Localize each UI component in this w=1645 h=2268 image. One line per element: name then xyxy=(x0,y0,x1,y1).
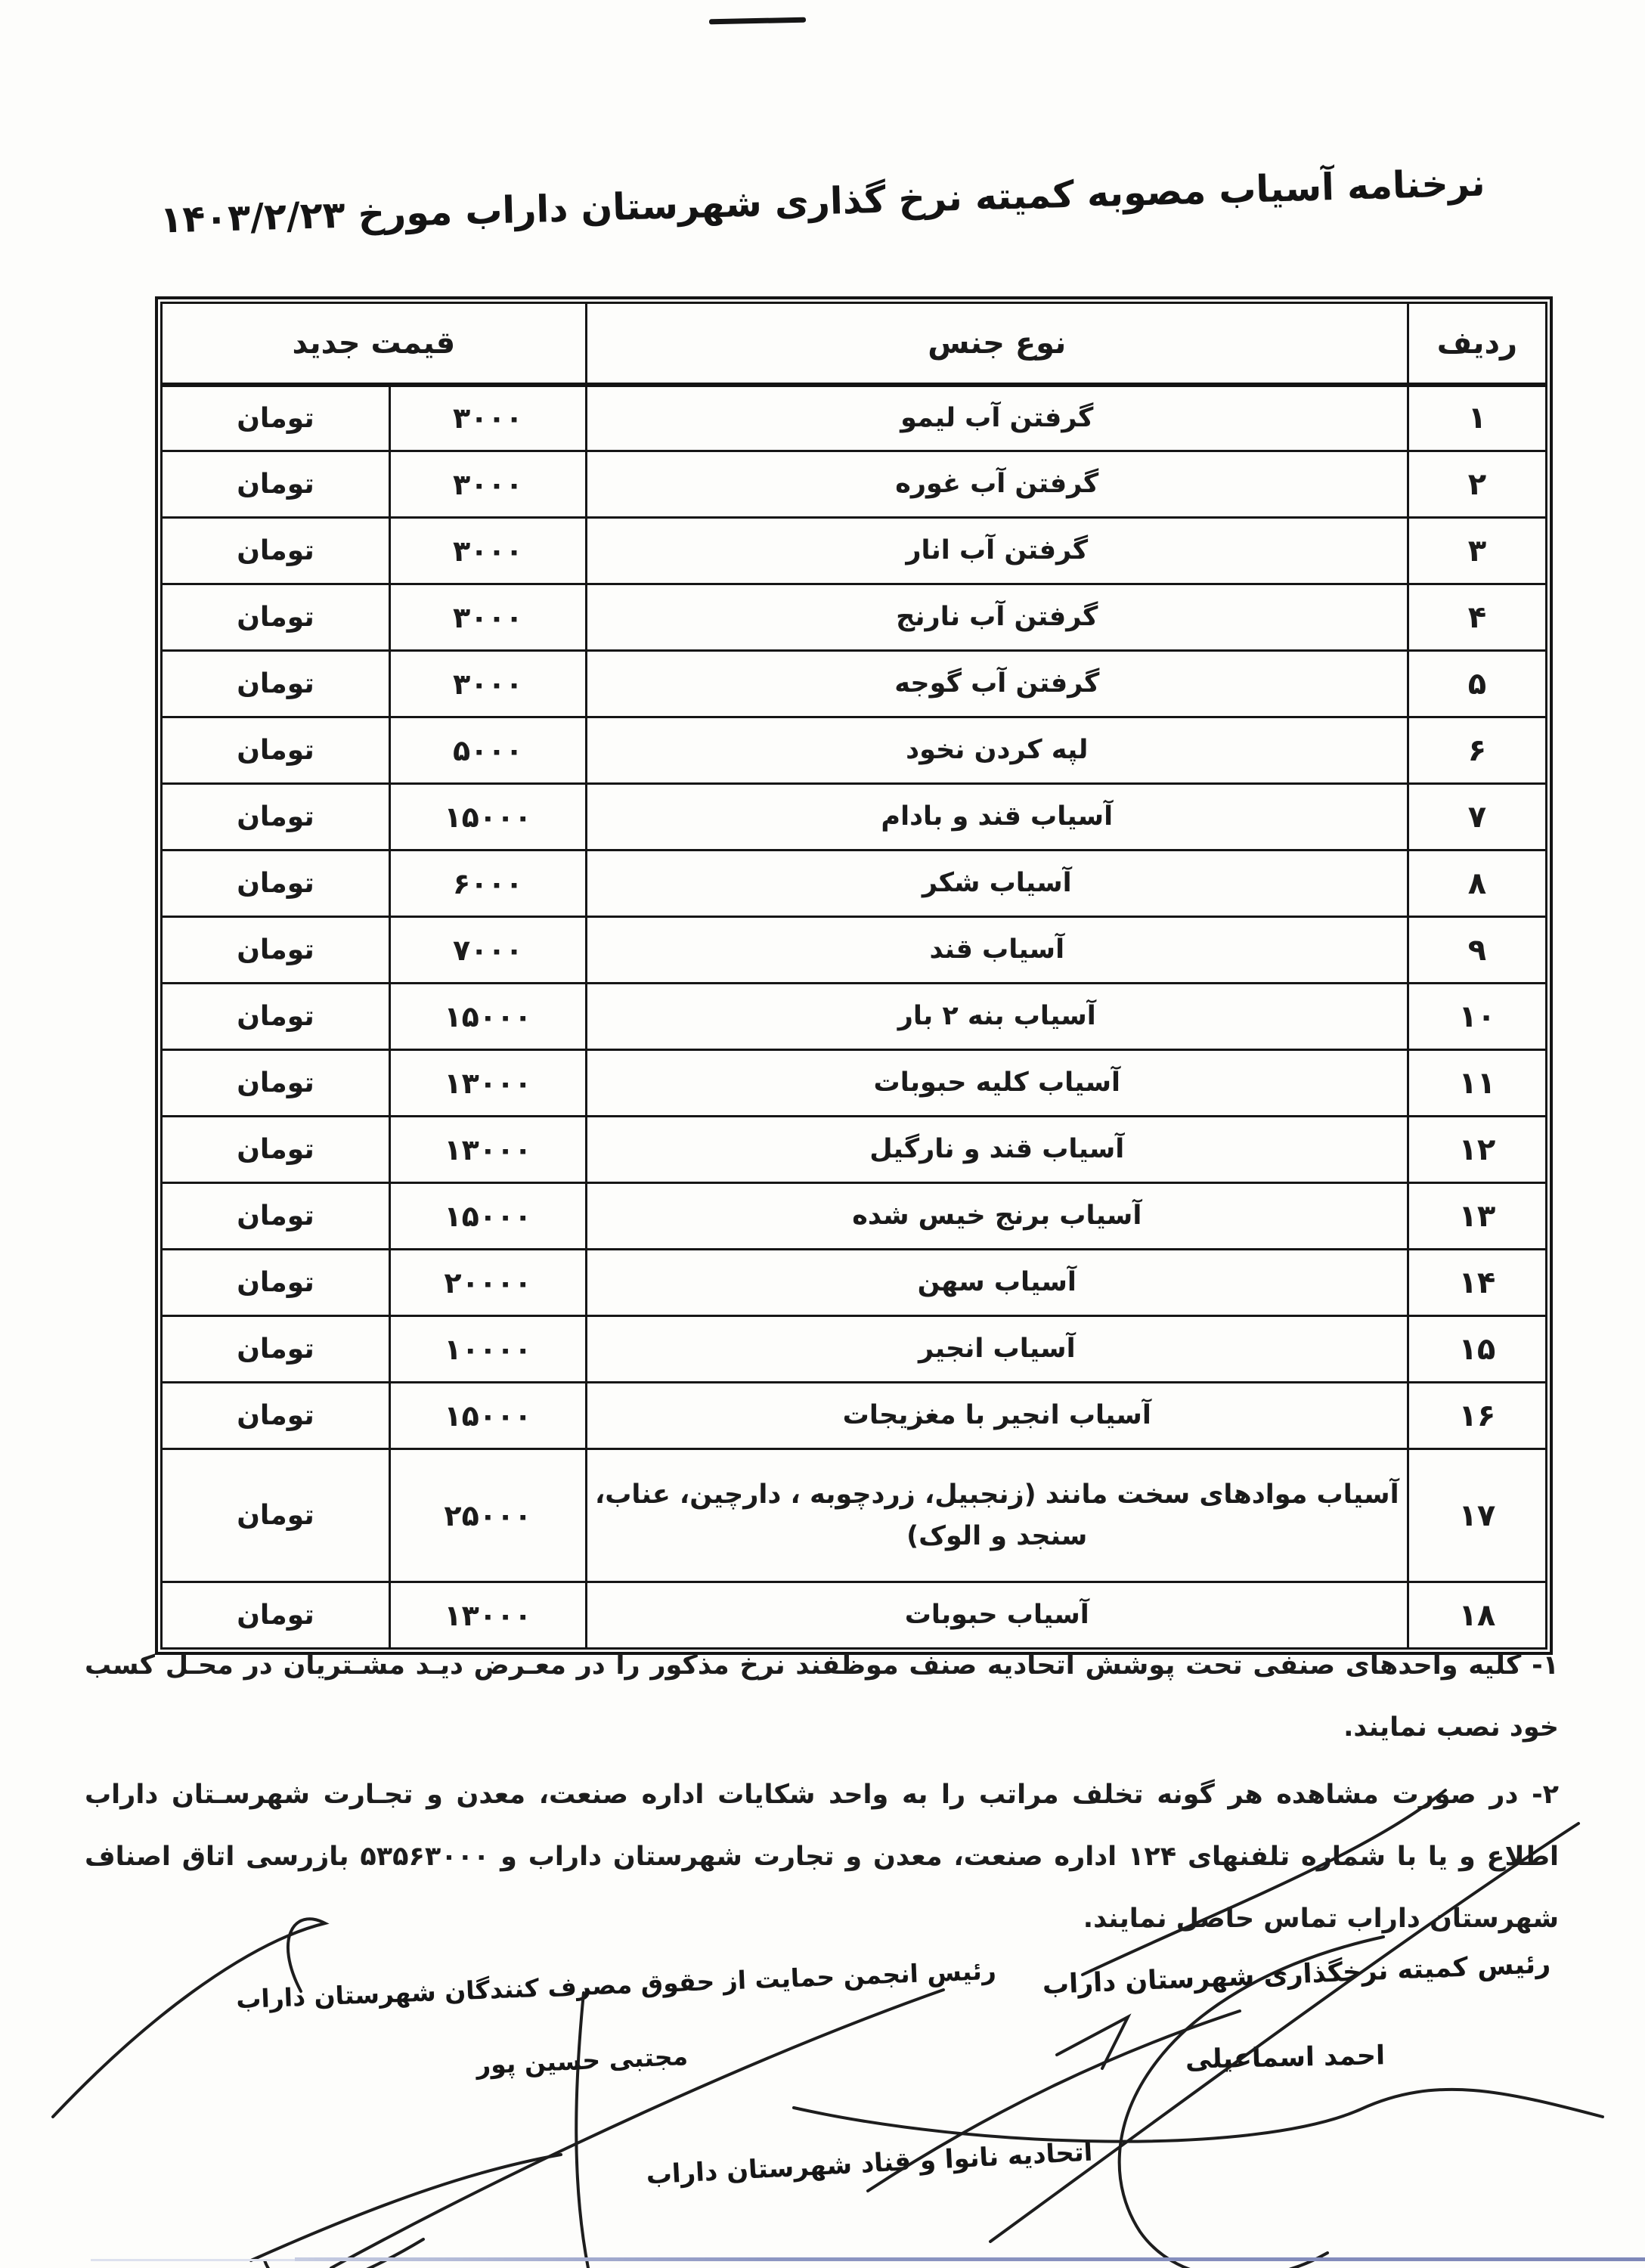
item-name: آسیاب سهن xyxy=(586,1250,1408,1316)
note-2: ۲- در صورت مشاهده هر گونه تخلف مراتب را به واحد شکایات اداره صنعت، معدن و تجـارت شهرسـتان داراب اطلاع و یا با شماره تلفنهای ۱۲۴ اداره صنعت، معدن و تجارت شهرستان داراب و ۵۳۵۶۳۰۰۰ بازرسی اتاق اصناف شهرستان داراب تماس حاصل نمایند. xyxy=(85,1779,1560,1934)
signature-union-title: اتحادیه نانوا و قناد شهرستان داراب xyxy=(645,2136,1094,2191)
item-name: آسیاب حبوبات xyxy=(586,1582,1408,1649)
document-title: نرخنامه آسیاب مصوبه کمیته نرخ گذاری شهرستان داراب مورخ ۱۴۰۳/۲/۲۳ xyxy=(159,161,1486,242)
scan-artifact-mark xyxy=(709,17,806,25)
table-row xyxy=(162,1050,1547,1117)
row-number: ۶ xyxy=(1408,717,1546,784)
price-unit: تومان xyxy=(162,1582,390,1649)
price-unit: تومان xyxy=(162,1316,390,1383)
price-unit: تومان xyxy=(162,1250,390,1316)
row-number: ۴ xyxy=(1408,584,1546,651)
item-name: آسیاب قند و نارگیل xyxy=(586,1117,1408,1183)
row-number: ۱۶ xyxy=(1408,1383,1546,1449)
price-value: ۵۰۰۰ xyxy=(390,717,587,784)
row-number: ۱۱ xyxy=(1408,1050,1546,1117)
item-name: گرفتن آب انار xyxy=(586,518,1408,584)
price-value: ۱۵۰۰۰ xyxy=(390,1183,587,1250)
item-name: آسیاب قند xyxy=(586,917,1408,984)
price-value: ۱۵۰۰۰ xyxy=(390,784,587,850)
item-name: آسیاب قند و بادام xyxy=(586,784,1408,850)
price-unit: تومان xyxy=(162,1383,390,1449)
table-row xyxy=(162,1316,1547,1383)
table-row xyxy=(162,1383,1547,1449)
table-row xyxy=(162,984,1547,1050)
price-unit: تومان xyxy=(162,1183,390,1250)
row-number: ۲ xyxy=(1408,451,1546,518)
price-table xyxy=(160,302,1547,1650)
price-unit: تومان xyxy=(162,385,390,451)
signature-middle-name: مجتبی حسین پور xyxy=(476,2040,689,2081)
price-unit: تومان xyxy=(162,518,390,584)
table-row xyxy=(162,451,1547,518)
price-unit: تومان xyxy=(162,1117,390,1183)
price-value: ۱۳۰۰۰ xyxy=(390,1117,587,1183)
signature-right-title: رئیس کمیته نرخگذاری شهرستان داراب xyxy=(1042,1948,1551,2001)
row-number: ۱۵ xyxy=(1408,1316,1546,1383)
price-value: ۱۳۰۰۰ xyxy=(390,1582,587,1649)
item-name: گرفتن آب نارنج xyxy=(586,584,1408,651)
price-table-frame xyxy=(155,296,1553,1655)
price-value: ۲۰۰۰۰ xyxy=(390,1250,587,1316)
row-number: ۱ xyxy=(1408,385,1546,451)
table-row xyxy=(162,385,1547,451)
price-unit: تومان xyxy=(162,651,390,717)
price-unit: تومان xyxy=(162,984,390,1050)
price-value: ۱۵۰۰۰ xyxy=(390,984,587,1050)
row-number: ۱۴ xyxy=(1408,1250,1546,1316)
price-value: ۳۰۰۰ xyxy=(390,385,587,451)
price-unit: تومان xyxy=(162,784,390,850)
price-unit: تومان xyxy=(162,451,390,518)
item-name: آسیاب شکر xyxy=(586,850,1408,917)
row-number: ۸ xyxy=(1408,850,1546,917)
signature-right-name: احمد اسماعیلی xyxy=(1185,2040,1386,2075)
header-row-number: ردیف xyxy=(1408,303,1546,385)
row-number: ۱۷ xyxy=(1408,1449,1546,1582)
scanner-edge-strip xyxy=(295,2257,1645,2261)
price-unit: تومان xyxy=(162,584,390,651)
price-unit: تومان xyxy=(162,1449,390,1582)
item-name: آسیاب بنه ۲ بار xyxy=(586,984,1408,1050)
price-value: ۳۰۰۰ xyxy=(390,651,587,717)
item-name: آسیاب کلیه حبوبات xyxy=(586,1050,1408,1117)
price-value: ۶۰۰۰ xyxy=(390,850,587,917)
table-row xyxy=(162,784,1547,850)
table-row xyxy=(162,651,1547,717)
table-row xyxy=(162,1250,1547,1316)
price-value: ۳۰۰۰ xyxy=(390,584,587,651)
price-value: ۳۰۰۰ xyxy=(390,451,587,518)
table-row xyxy=(162,1117,1547,1183)
item-name: گرفتن آب غوره xyxy=(586,451,1408,518)
row-number: ۹ xyxy=(1408,917,1546,984)
price-unit: تومان xyxy=(162,1050,390,1117)
item-name: آسیاب انجیر xyxy=(586,1316,1408,1383)
note-1: ۱- کلیه واحدهای صنفی تحت پوشش اتحادیه صنف موظفند نرخ مذکور را در معـرض دیـد مشـتریان در محـل کسب خود نصب نمایند. xyxy=(85,1650,1559,1743)
item-name: آسیاب برنج خیس شده xyxy=(586,1183,1408,1250)
price-value: ۷۰۰۰ xyxy=(390,917,587,984)
table-row xyxy=(162,1183,1547,1250)
item-name: لپه کردن نخود xyxy=(586,717,1408,784)
table-row xyxy=(162,584,1547,651)
row-number: ۱۸ xyxy=(1408,1582,1546,1649)
price-unit: تومان xyxy=(162,850,390,917)
table-header-row xyxy=(162,303,1547,385)
footnotes xyxy=(85,1634,1559,1954)
item-name: گرفتن آب گوجه xyxy=(586,651,1408,717)
row-number: ۱۳ xyxy=(1408,1183,1546,1250)
price-value: ۱۰۰۰۰ xyxy=(390,1316,587,1383)
price-value: ۳۰۰۰ xyxy=(390,518,587,584)
price-value: ۱۵۰۰۰ xyxy=(390,1383,587,1449)
table-row xyxy=(162,850,1547,917)
header-item-type: نوع جنس xyxy=(586,303,1408,385)
table-row xyxy=(162,917,1547,984)
row-number: ۱۰ xyxy=(1408,984,1546,1050)
price-unit: تومان xyxy=(162,717,390,784)
header-new-price: قیمت جدید xyxy=(162,303,587,385)
scanner-edge-strip-light xyxy=(91,2259,295,2261)
price-value: ۲۵۰۰۰ xyxy=(390,1449,587,1582)
row-number: ۷ xyxy=(1408,784,1546,850)
price-unit: تومان xyxy=(162,917,390,984)
table-row xyxy=(162,1449,1547,1582)
row-number: ۱۲ xyxy=(1408,1117,1546,1183)
price-value: ۱۳۰۰۰ xyxy=(390,1050,587,1117)
item-name: آسیاب موادهای سخت مانند (زنجبیل، زردچوبه ، دارچین، عناب، سنجد و الوک) xyxy=(586,1449,1408,1582)
table-row xyxy=(162,717,1547,784)
item-name: گرفتن آب لیمو xyxy=(586,385,1408,451)
row-number: ۵ xyxy=(1408,651,1546,717)
table-row xyxy=(162,518,1547,584)
row-number: ۳ xyxy=(1408,518,1546,584)
item-name: آسیاب انجیر با مغزیجات xyxy=(586,1383,1408,1449)
signature-middle-title: رئیس انجمن حمایت از حقوق مصرف کنندگان شهرستان داراب xyxy=(235,1955,997,2015)
